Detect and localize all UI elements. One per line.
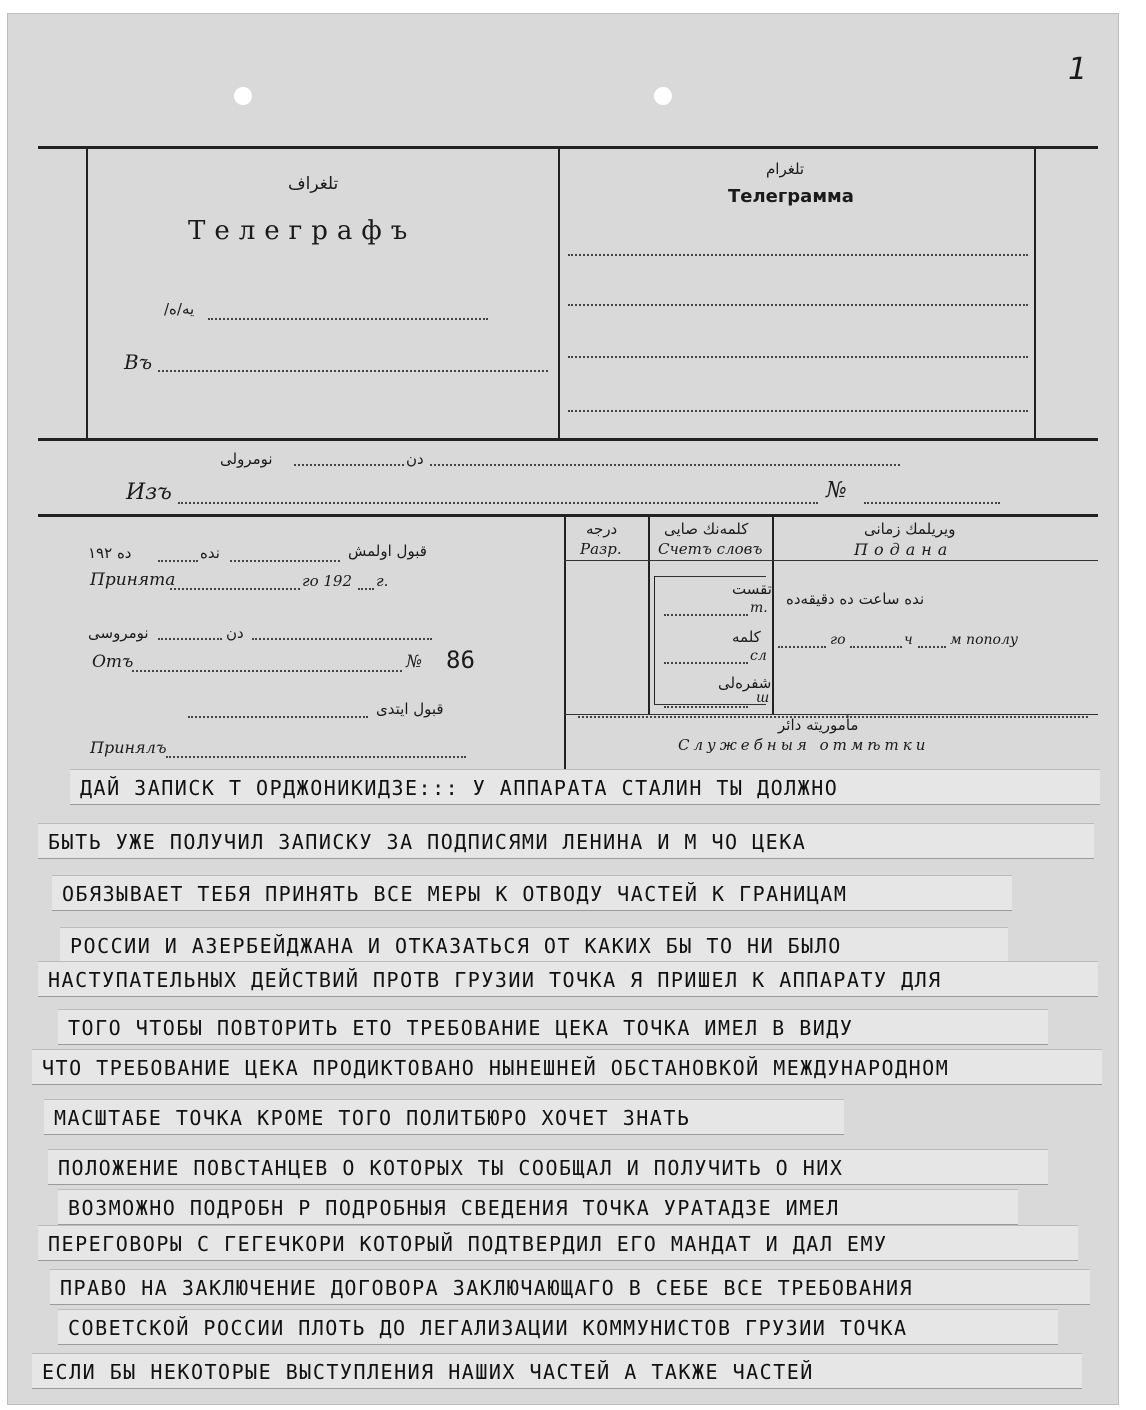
punch-hole-left [234, 87, 252, 105]
accepted-by-dots[interactable] [188, 716, 368, 718]
message-line-7: ЧТО ТРЕБОВАНИЕ ЦЕКА ПРОДИКТОВАНО НЫНЕШНЕЙ ОБСТАНОВКОЙ МЕЖДУНАРОДНОМ [32, 1050, 1102, 1084]
time-field-1[interactable] [778, 646, 826, 648]
from-number-value-field[interactable] [864, 502, 1000, 504]
words-cipher-field[interactable] [664, 706, 748, 708]
time-arabic: نده ساعت ده دقيقه‌ده [786, 590, 925, 608]
message-line-13: СОВЕТСКОЙ РОССИИ ПЛОТЬ ДО ЛЕГАЛИЗАЦИИ КОММУНИСТОВ ГРУЗИИ ТОЧКА [58, 1310, 1058, 1344]
from-arabic-number: نومرولى [220, 450, 273, 468]
service-label: Служебныя отмѣтки [678, 736, 930, 754]
accepted-label: Принята [90, 570, 176, 590]
message-line-6: ТОГО ЧТОБЫ ПОВТОРИТЬ ЕТО ТРЕБОВАНИЕ ЦЕКА ТОЧКА ИМЕЛ В ВИДУ [58, 1010, 1048, 1044]
time-m: м пополу [950, 632, 1018, 648]
received-number-dots[interactable] [158, 638, 222, 640]
accepted-by-arabic: قبول ايتدى [376, 700, 444, 718]
message-line-9: ПОЛОЖЕНИЕ ПОВСТАНЦЕВ О КОТОРЫХ ТЫ СООБЩАЛ И ПОЛУЧИТЬ О НИХ [48, 1150, 1048, 1184]
words-cipher-abbr: ш [756, 690, 770, 706]
time-g: го [830, 632, 846, 648]
date-arabic-label: يه/ه/ [164, 300, 195, 318]
message-line-8: МАСШТАБЕ ТОЧКА КРОМЕ ТОГО ПОЛИТБЮРО ХОЧЕТ ЗНАТЬ [44, 1100, 844, 1134]
from-number-sign: № [826, 478, 847, 503]
from-day-field[interactable] [430, 464, 900, 466]
filed-label: Подана [854, 540, 954, 559]
telegraph-title: Телеграфъ [188, 216, 417, 246]
time-ch: ч [904, 632, 913, 648]
received-arabic-date2: نده [200, 544, 220, 562]
header-left-border [86, 148, 88, 438]
from-field[interactable] [178, 502, 818, 504]
message-line-2: БЫТЬ УЖЕ ПОЛУЧИЛ ЗАПИСКУ ЗА ПОДПИСЯМИ ЛЕНИНА И М ЧО ЦЕКА [38, 824, 1094, 858]
received-date-dots-1[interactable] [158, 560, 198, 562]
words-text-arabic: تقست [732, 580, 772, 598]
received-from-field[interactable] [132, 670, 402, 672]
words-text-field[interactable] [664, 614, 748, 616]
words-box-top [654, 576, 766, 577]
accepted-by-label: Принялъ [90, 738, 167, 757]
accepted-year-text: го 192 [302, 572, 353, 590]
telegram-line-3[interactable] [568, 356, 1028, 358]
received-arabic-date: ده ١٩٢ [88, 544, 132, 562]
from-number-field[interactable] [294, 464, 404, 466]
message-line-4: РОССИИ И АЗЕРБЕЙДЖАНА И ОТКАЗАТЬСЯ ОТ КАКИХ БЫ ТО НИ БЫЛО [60, 928, 1008, 962]
header-right-border [1034, 148, 1036, 438]
time-field-2[interactable] [850, 646, 902, 648]
columns-header-line [564, 560, 1098, 561]
rank-arabic: درجه [586, 520, 618, 538]
columns-bottom-line [564, 714, 1098, 715]
accepted-date-field[interactable] [170, 588, 300, 590]
received-number-value: 86 [446, 646, 475, 674]
telegram-line-4[interactable] [568, 410, 1028, 412]
message-line-10: ВОЗМОЖНО ПОДРОБН Р ПОДРОБНЫЯ СВЕДЕНИЯ ТОЧКА УРАТАДЗЕ ИМЕЛ [58, 1190, 1018, 1224]
message-line-12: ПРАВО НА ЗАКЛЮЧЕНИЕ ДОГОВОРА ЗАКЛЮЧАЮЩАГО В СЕБЕ ВСЕ ТРЕБОВАНИЯ [50, 1270, 1090, 1304]
accepted-by-field[interactable] [166, 756, 466, 758]
words-words-arabic: كلمه [732, 628, 761, 646]
words-text-abbr: т. [750, 600, 768, 616]
columns-left-border [564, 514, 566, 774]
message-line-1: ДАЙ ЗАПИСК Т ОРДЖОНИКИДЗЕ::: У АППАРАТА СТАЛИН ТЫ ДОЛЖНО [70, 770, 1100, 804]
message-line-3: ОБЯЗЫВАЕТ ТЕБЯ ПРИНЯТЬ ВСЕ МЕРЫ К ОТВОДУ ЧАСТЕЙ К ГРАНИЦАМ [52, 876, 1012, 910]
punch-hole-right [654, 87, 672, 105]
accepted-year-dots[interactable] [358, 588, 374, 590]
header-divider [558, 148, 560, 438]
telegram-line-1[interactable] [568, 254, 1028, 256]
rank-label: Разр. [580, 540, 622, 558]
received-from-label: Отъ [92, 652, 134, 672]
received-day-dots[interactable] [252, 638, 432, 640]
telegram-form [8, 14, 1118, 1404]
received-arabic-label: قبول اولمش [348, 542, 427, 560]
filed-arabic: ويريلمك زمانى [864, 520, 956, 538]
words-label: Счетъ словъ [658, 540, 763, 558]
received-arabic-day: دن [226, 624, 244, 642]
rank-column-divider [648, 514, 650, 714]
received-number-sign: № [406, 652, 423, 672]
telegram-arabic-title: تلغرام [766, 160, 805, 178]
words-cipher-arabic: شفره‌لى [718, 674, 772, 692]
to-field[interactable] [158, 370, 548, 372]
service-arabic: مأموريته دائر [778, 716, 859, 734]
from-label: Изъ [126, 480, 172, 505]
date-field[interactable] [208, 318, 488, 320]
words-column-divider [772, 514, 774, 714]
words-words-field[interactable] [664, 662, 748, 664]
header-top-line [38, 146, 1098, 149]
words-box-left [654, 576, 655, 704]
from-arabic-day: دن [406, 450, 424, 468]
to-label: Въ [124, 350, 153, 374]
words-words-abbr: сл [750, 648, 767, 664]
time-field-3[interactable] [918, 646, 946, 648]
from-bottom-line [38, 514, 1098, 517]
words-arabic: كلمه‌نك صايى [664, 520, 749, 538]
telegram-title: Телеграмма [728, 186, 854, 207]
received-arabic-number: نومروسى [88, 624, 149, 642]
received-date-dots-2[interactable] [230, 560, 340, 562]
message-line-11: ПЕРЕГОВОРЫ С ГЕГЕЧКОРИ КОТОРЫЙ ПОДТВЕРДИЛ ЕГО МАНДАТ И ДАЛ ЕМУ [38, 1226, 1078, 1260]
accepted-year-suffix: г. [376, 572, 389, 590]
header-bottom-line [38, 438, 1098, 441]
message-line-5: НАСТУПАТЕЛЬНЫХ ДЕЙСТВИЙ ПРОТВ ГРУЗИИ ТОЧКА Я ПРИШЕЛ К АППАРАТУ ДЛЯ [38, 962, 1098, 996]
page-number: 1 [1068, 52, 1088, 87]
telegraph-arabic-title: تلغراف [288, 174, 339, 194]
telegram-line-2[interactable] [568, 304, 1028, 306]
message-line-14: ЕСЛИ БЫ НЕКОТОРЫЕ ВЫСТУПЛЕНИЯ НАШИХ ЧАСТЕЙ А ТАКЖЕ ЧАСТЕЙ [32, 1354, 1082, 1388]
words-box-bottom [654, 704, 766, 705]
